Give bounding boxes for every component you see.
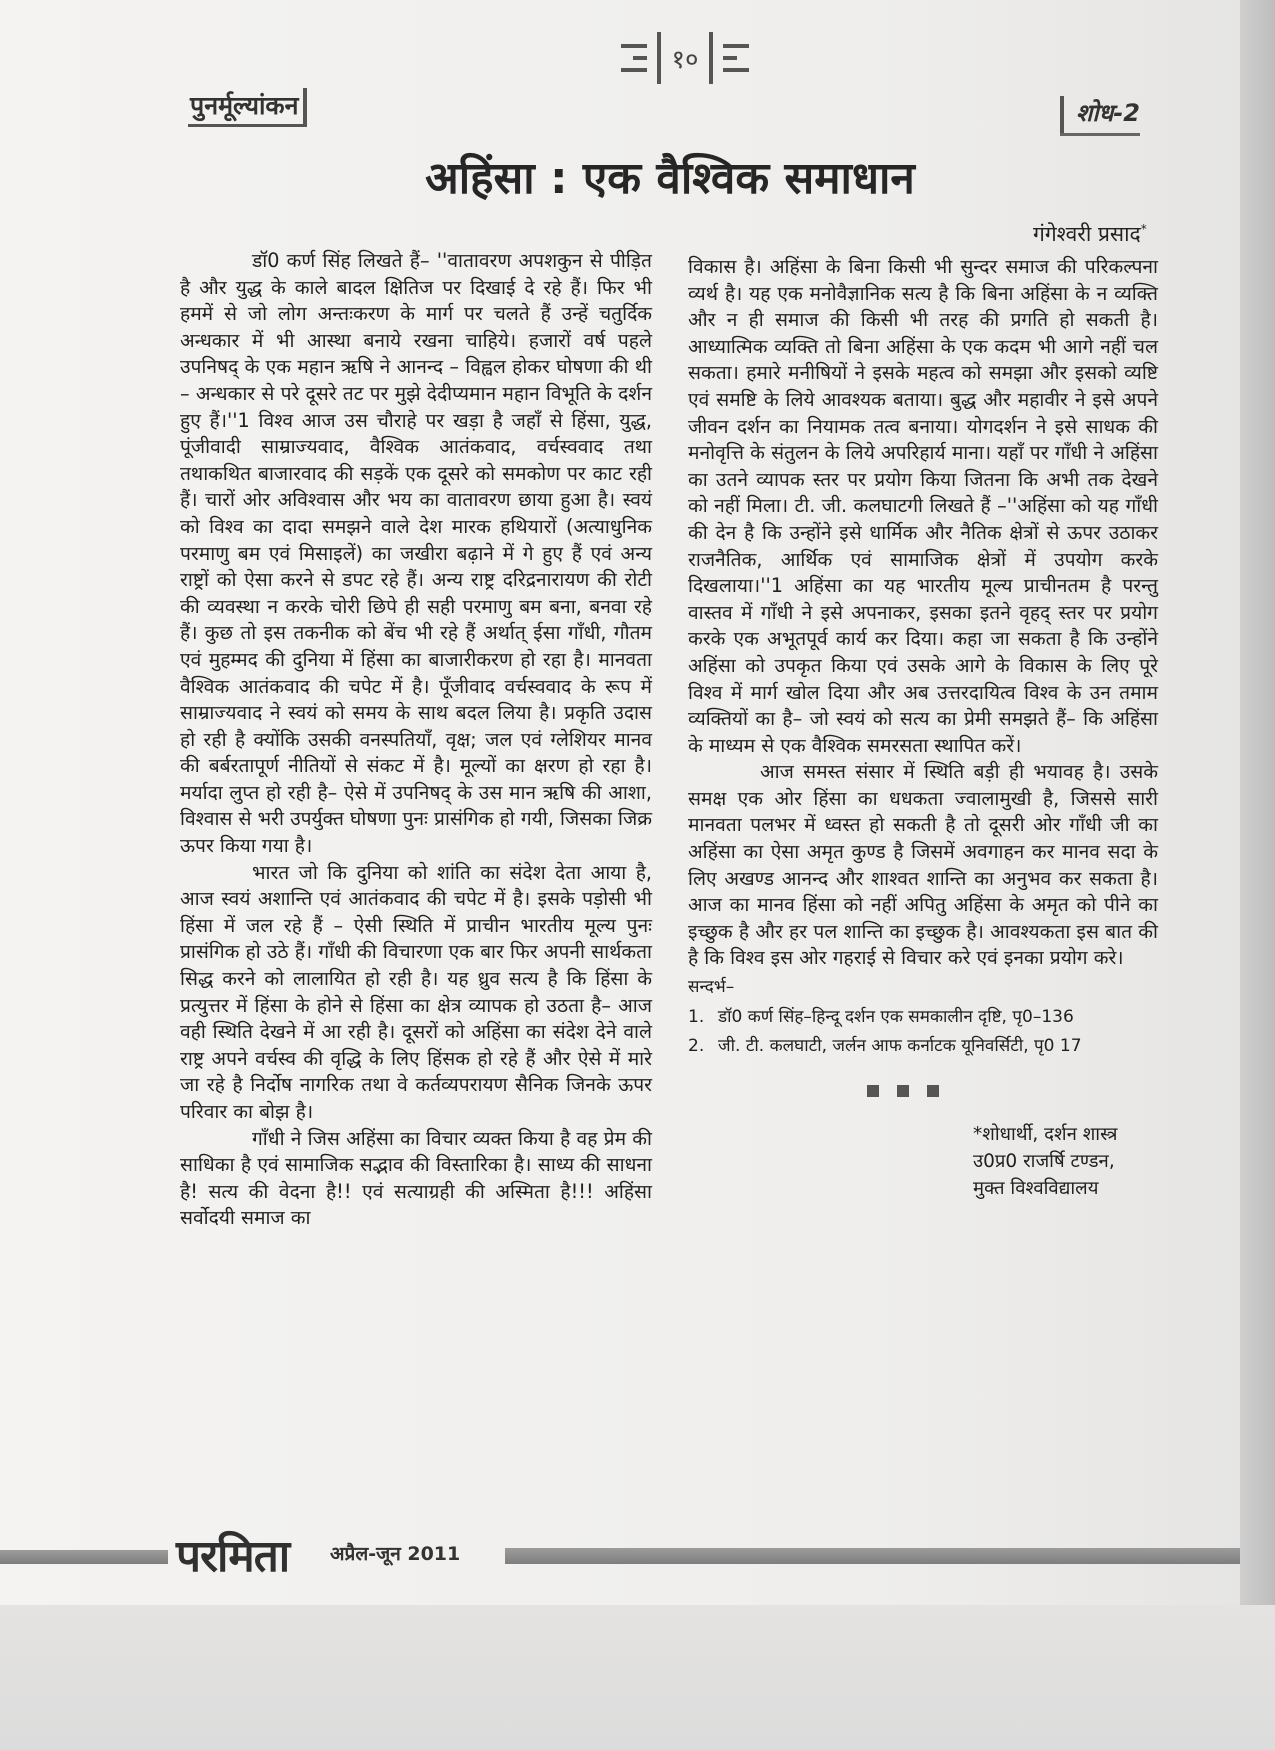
paragraph: आज समस्त संसार में स्थिति बड़ी ही भयावह है। उसके समक्ष एक ओर हिंसा का धधकता ज्वालामुखी है, जिससे सारी मानवता पलभर में ध्वस्त हो सकती है तो दूसरी ओर गाँधी जी का अहिंसा का ऐसा अमृत कुण्ड है जिसमें अवगाहन कर मानव सदा के लिए अखण्ड आनन्द और शाश्वत शान्ति का अनुभव कर सकता है। आज का मानव हिंसा को नहीं अपितु अहिंसा के अमृत को पीने का इच्छुक है और हर पल शान्ति का इच्छुक है। आवश्यकता इस बात की है कि विश्व इस ओर गहराई से विचार करे एवं इनका प्रयोग करे। xyxy=(688,760,1158,970)
ornament-left-bars xyxy=(621,44,647,72)
references-list xyxy=(688,1005,1158,1059)
ornament-right-rule xyxy=(709,32,713,84)
page-number: १० xyxy=(671,45,699,75)
reference-item xyxy=(688,1005,1158,1030)
paragraph: भारत जो कि दुनिया को शांति का संदेश देता आया है, आज स्वयं अशान्ति एवं आतंकवाद की चपेट में है। इसके पड़ोसी भी हिंसा में जल रहे हैं – ऐसी स्थिति में प्राचीन भारतीय मूल्य पुनः प्रासंगिक हो उठे हैं। गाँधी की विचारणा एक बार फिर अपनी सार्थकता सिद्ध करने को लालायित हो रही है। यह ध्रुव सत्य है कि हिंसा के प्रत्युत्तर में हिंसा के होने से हिंसा का क्षेत्र व्यापक हो उठता है– आज वही स्थिति देखने में आ रही है। दूसरों को अहिंसा का संदेश देने वाले राष्ट्र अपने वर्चस्व की वृद्धि के लिए हिंसक हो रहे हैं और ऐसे में मारे जा रहे है निर्दोष नागरिक तथा वे कर्तव्यपरायण सैनिक जिनके ऊपर परिवार का बोझ है। xyxy=(180,860,652,1123)
paragraph: डॉ0 कर्ण सिंह लिखते हैं– ''वातावरण अपशकुन से पीड़ित है और युद्ध के काले बादल क्षितिज पर दिखाई दे रहे हैं। फिर भी हममें से जो लोग अन्तःकरण के मार्ग पर चलते हैं उन्हें चतुर्दिक अन्धकार में भी आस्था बनाये रखना चाहिये। हजारों वर्ष पहले उपनिषद् के एक महान ऋषि ने आनन्द – विह्वल होकर घोषणा की थी – अन्धकार से परे दूसरे तट पर मुझे देदीप्यमान महान विभूति के दर्शन हुए हैं।''1 विश्व आज उस चौराहे पर खड़ा है जहाँ से हिंसा, युद्ध, पूंजीवादी साम्राज्यवाद, वैश्विक आतंकवाद, वर्चस्ववाद तथा तथाकथित बाजारवाद की सड़कें एक दूसरे को समकोण पर काट रही हैं। चारों ओर अविश्वास और भय का वातावरण छाया हुआ है। स्वयं को विश्व का दादा समझने वाले देश मारक हथियारों (अत्याधुनिक परमाणु बम एवं मिसाइलें) का जखीरा बढ़ाने में गे हुए हैं एवं अन्य राष्ट्रों को ऐसा करने से डपट रहे हैं। अन्य राष्ट्र दरिद्रनारायण की रोटी की व्यवस्था न करके चोरी छिपे ही सही परमाणु बम बना, बनवा रहे हैं। कुछ तो इस तकनीक को बेंच भी रहे हैं अर्थात् ईसा गाँधी, गौतम एवं मुहम्मद की दुनिया में हिंसा का बाजारीकरण हो रहा है। मानवता वैश्विक आतंकवाद की चपेट में है। पूँजीवाद वर्चस्ववाद के रूप में साम्राज्यवाद ने स्वयं को समय के साथ बदल लिया है। प्रकृति उदास हो रही है क्योंकि उसकी वनस्पतियाँ, वृक्ष; जल एवं ग्लेशियर मानव की बर्बरतापूर्ण नीतियों से संकट में है। मूल्यों का क्षरण हो रहा है। मर्यादा लुप्त हो रही है– ऐसे में उपनिषद् के उस मान ऋषि की आशा, विश्वास से भरी उपर्युक्त घोषणा पुनः प्रासंगिक हो गयी, जिसका जिक्र ऊपर किया गया है। xyxy=(180,249,652,858)
section-tag-right: शोध-2 xyxy=(1060,96,1140,136)
right-column xyxy=(688,254,1158,1202)
reference-number: 1. xyxy=(688,1006,705,1027)
reference-text: जी. टी. कलघाटी, जर्लन आफ कर्नाटक यूनिवर्सिटी, पृ0 17 xyxy=(718,1035,1082,1056)
ornament-right-bars xyxy=(723,44,749,72)
author-name-text: गंगेश्वरी प्रसाद xyxy=(1033,222,1141,246)
references-label: सन्दर्भ– xyxy=(688,977,735,998)
affiliation-line: मुक्त विश्वविद्यालय xyxy=(973,1177,1099,1199)
page-edge-shadow xyxy=(1240,0,1275,1750)
scan-bottom-strip xyxy=(0,1605,1275,1750)
reference-text: डॉ0 कर्ण सिंह–हिन्दू दर्शन एक समकालीन दृष्टि, पृ0–136 xyxy=(718,1006,1074,1027)
square-icon xyxy=(897,1085,909,1097)
page-footer xyxy=(0,1512,1240,1592)
reference-item xyxy=(688,1034,1158,1059)
reference-number: 2. xyxy=(688,1035,705,1056)
author-name xyxy=(1033,220,1147,248)
end-mark-squares xyxy=(688,1085,1158,1097)
section-tag-left: पुनर्मूल्यांकन xyxy=(188,88,307,127)
affiliation-line: उ0प्र0 राजर्षि टण्डन, xyxy=(973,1150,1115,1172)
square-icon xyxy=(927,1085,939,1097)
footer-bar-right xyxy=(505,1548,1240,1564)
paragraph: गाँधी ने जिस अहिंसा का विचार व्यक्त किया है वह प्रेम की साधिका है एवं सामाजिक सद्भाव की विस्तारिका है। साध्य की साधना है! सत्य की वेदना है!! एवं सत्याग्रही की अस्मिता है!!! अहिंसा सर्वोदयी समाज का xyxy=(180,1126,652,1230)
paragraph: विकास है। अहिंसा के बिना किसी भी सुन्दर समाज की परिकल्पना व्यर्थ है। यह एक मनोवैज्ञानिक सत्य है कि बिना अहिंसा के न व्यक्ति और न ही समाज की किसी भी तरह की प्रगति हो सकती है। आध्यात्मिक व्यक्ति तो बिना अहिंसा के एक कदम भी आगे नहीं चल सकता। हमारे मनीषियों ने इसके महत्व को समझा और इसको व्यष्टि एवं समष्टि के लिये आवश्यक बताया। बुद्ध और महावीर ने इसे अपने जीवन दर्शन का नियामक तत्व बनाया। योगदर्शन ने इसे साधक की मनोवृत्ति के संतुलन के लिये अपरिहार्य माना। यहाँ पर गाँधी ने अहिंसा का उतने व्यापक स्तर पर प्रयोग किया जितना कि अभी तक देखने को नहीं मिला। टी. जी. कलघाटगी लिखते हैं –''अहिंसा को यह गाँधी की देन है कि उन्होंने इसे धार्मिक और नैतिक क्षेत्रों से ऊपर उठाकर राजनैतिक, आर्थिक एवं सामाजिक क्षेत्रों में उपयोग करके दिखलाया।''1 अहिंसा का यह भारतीय मूल्य प्राचीनतम है परन्तु वास्तव में गाँधी ने इसे अपनाकर, इसका इतने वृहद् स्तर पर प्रयोग करके एक अभूतपूर्व कार्य कर दिया। कहा जा सकता है कि उन्होंने अहिंसा को उपकृत किया एवं उसके आगे के विकास के लिए पूरे विश्व में मार्ग खोल दिया और अब उत्तरदायित्व विश्व के उन तमाम व्यक्तियों का है– जो स्वयं को सत्य का प्रेमी समझते हैं– कि अहिंसा के माध्यम से एक वैश्विक समरसता स्थापित करें। xyxy=(688,255,1158,757)
issue-date: अप्रैल-जून 2011 xyxy=(330,1543,461,1565)
ornament-left-rule xyxy=(657,32,661,84)
left-column xyxy=(180,248,652,1232)
author-affiliation xyxy=(688,1121,1158,1202)
page-number-ornament xyxy=(605,28,765,88)
square-icon xyxy=(867,1085,879,1097)
magazine-logo: परमिता xyxy=(176,1531,290,1582)
article-title: अहिंसा : एक वैश्विक समाधान xyxy=(425,153,915,204)
affiliation-line: *शोधार्थी, दर्शन शास्त्र xyxy=(973,1123,1118,1145)
footer-bar-left xyxy=(0,1550,168,1564)
author-footnote-mark: * xyxy=(1140,222,1147,236)
